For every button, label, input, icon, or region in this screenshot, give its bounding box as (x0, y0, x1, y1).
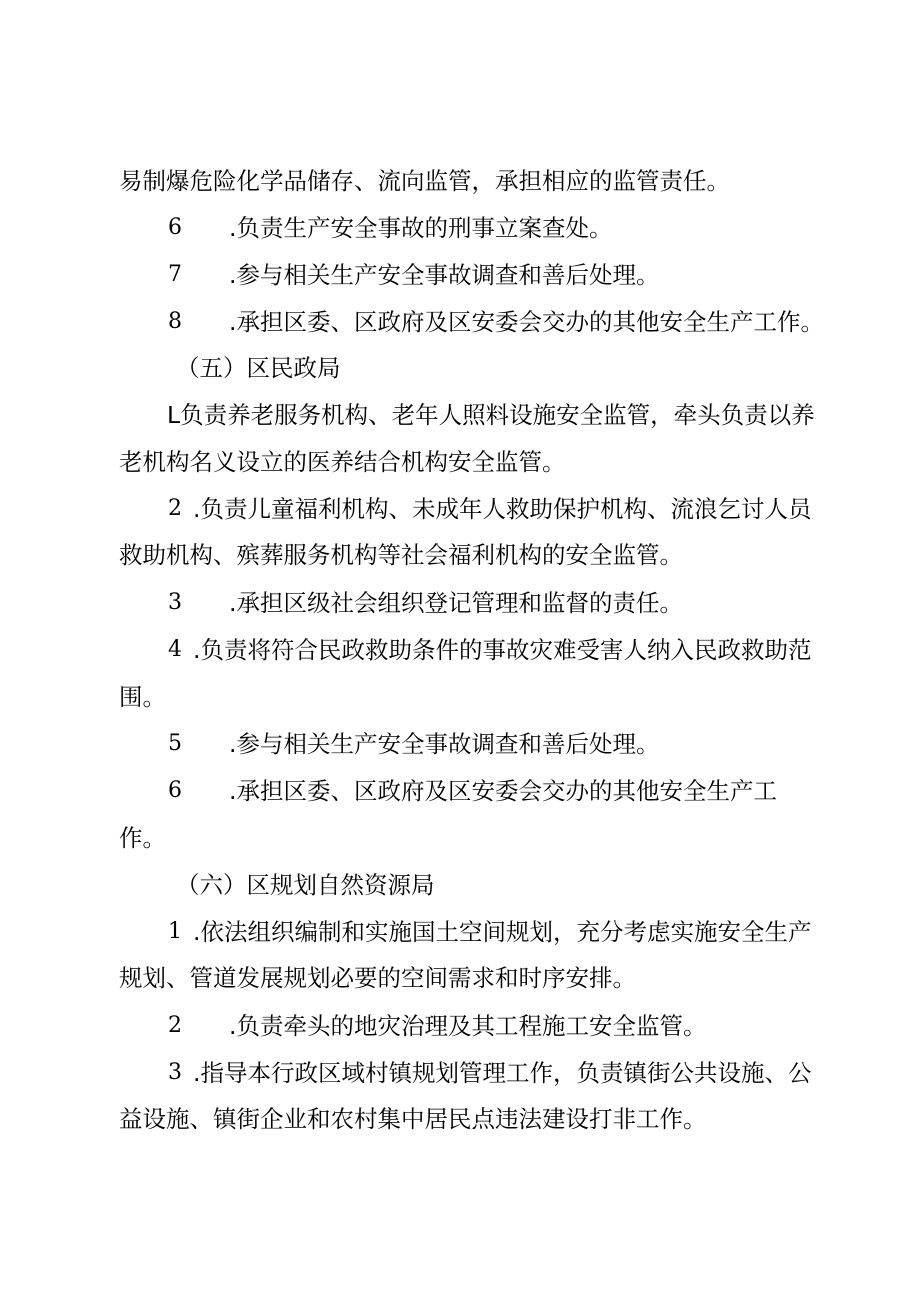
item-number: 6 (168, 778, 182, 803)
line-text: 益设施、镇街企业和农村集中居民点违法建设打非工作。 (119, 1105, 707, 1133)
line-text: .依法组织编制和实施国土空间规划，充分考虑实施安全生产 (193, 918, 812, 946)
line-text: .参与相关生产安全事故调查和善后处理。 (229, 730, 660, 758)
line-text: 易制爆危险化学品储存、流向监管，承担相应的监管责任。 (119, 167, 730, 195)
item-number: 4 (168, 637, 182, 662)
item-number: 8 (168, 309, 182, 334)
line-text: 老机构名义设立的医养结合机构安全监管。 (119, 448, 566, 476)
heading-text: （六）区规划自然资源局 (176, 871, 435, 899)
item-number: 5 (168, 731, 182, 756)
item-number: 3 (168, 590, 182, 615)
line-text: 作。 (119, 824, 166, 852)
line-text: .指导本行政区域村镇规划管理工作，负责镇街公共设施、公 (193, 1059, 812, 1087)
line-text: .承担区委、区政府及区安委会交办的其他安全生产工 (229, 777, 777, 805)
line-text: .承担区级社会组织登记管理和监督的责任。 (229, 589, 683, 617)
line-text: L负责养老服务机构、老年人照料设施安全监管，牵头负责以养 (167, 401, 815, 429)
line-text: 规划、管道发展规划必要的空间需求和时序安排。 (119, 964, 636, 992)
item-number: 2 (168, 496, 182, 521)
line-text: .参与相关生产安全事故调查和善后处理。 (229, 261, 660, 289)
line-text: 围。 (119, 683, 166, 711)
item-number: 1 (168, 919, 182, 944)
item-number: 3 (168, 1060, 182, 1085)
item-number: 2 (168, 1013, 182, 1038)
line-text: .负责儿童福利机构、未成年人救助保护机构、流浪乞讨人员 (193, 495, 812, 523)
item-number: 6 (168, 215, 182, 240)
line-text: .承担区委、区政府及区安委会交办的其他安全生产工作。 (229, 308, 824, 336)
item-number: 7 (168, 262, 182, 287)
line-text: 救助机构、殡葬服务机构等社会福利机构的安全监管。 (119, 541, 683, 569)
line-text: .负责将符合民政救助条件的事故灾难受害人纳入民政救助范 (193, 636, 812, 664)
heading-text: （五）区民政局 (176, 354, 341, 382)
line-text: .负责生产安全事故的刑事立案查处。 (229, 214, 613, 242)
line-text: .负责牵头的地灾治理及其工程施工安全监管。 (229, 1012, 707, 1040)
